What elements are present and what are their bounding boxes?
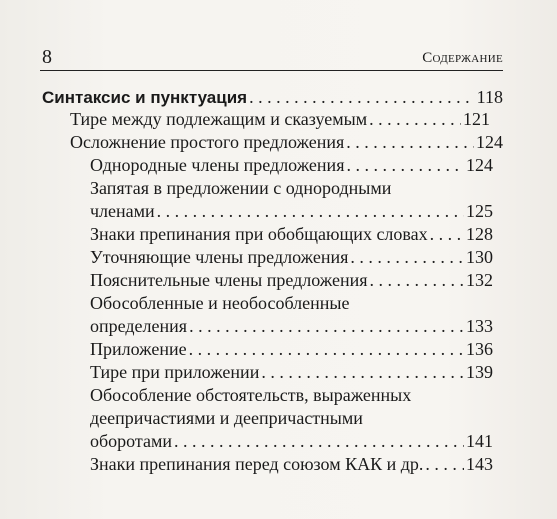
dot-leader — [346, 131, 474, 153]
toc-entry-title: оборотами — [90, 431, 173, 451]
toc-entry-specifying-members — [90, 246, 493, 268]
toc-entry-simple-sentence-complication — [70, 131, 503, 153]
page-number: 8 — [42, 46, 52, 68]
toc-entry-title: Синтаксис и пунктуация — [42, 88, 248, 107]
toc-entry-apposition — [90, 338, 493, 360]
toc-entry-title: Тире между подлежащим и сказуемым — [70, 109, 368, 129]
toc-entry-title: Тире при приложении — [90, 362, 260, 382]
toc-entry-punctuation-kak — [90, 453, 493, 475]
toc-entry-generalizing-words — [90, 223, 493, 245]
dot-leader — [261, 361, 464, 383]
dot-leader — [425, 453, 464, 475]
dot-leader — [174, 430, 464, 452]
toc-entry-page: 143 — [466, 454, 493, 474]
toc-entry-page: 132 — [466, 270, 493, 290]
running-head: Содержание — [422, 50, 503, 66]
toc-entry-title: Знаки препинания при обобщающих словах — [90, 224, 428, 244]
toc-entry-title: определения — [90, 316, 188, 336]
toc-entry-title: Пояснительные члены предложения — [90, 270, 368, 290]
toc-entry-page: 121 — [463, 109, 490, 129]
toc-entry-title: членами — [90, 201, 155, 221]
toc-entry-comma-homogeneous — [90, 200, 493, 222]
toc-entry-isolated-attributes-line1: Обособленные и необособленные — [90, 293, 350, 313]
toc-entry-title: Однородные члены предложения — [90, 155, 345, 175]
dot-leader — [189, 338, 464, 360]
dot-leader — [189, 315, 464, 337]
dot-leader — [370, 269, 464, 291]
toc-entry-page: 130 — [466, 247, 493, 267]
dot-leader — [430, 223, 464, 245]
toc-entry-explanatory-members — [90, 269, 493, 291]
toc-entry-adverbials-line2: деепричастиями и деепричастными — [90, 408, 363, 428]
dot-leader — [350, 246, 464, 268]
toc-entry-page: 141 — [466, 431, 493, 451]
dot-leader — [346, 154, 464, 176]
dot-leader — [157, 200, 464, 222]
toc-entry-page: 118 — [476, 87, 503, 107]
toc-entry-page: 125 — [466, 201, 493, 221]
toc-entry-title: Уточняющие члены предложения — [90, 247, 349, 267]
toc-entry-dash-apposition — [90, 361, 493, 383]
toc-entry-dash-subject-predicate — [70, 108, 490, 130]
toc-entry-adverbials-line1: Обособление обстоятельств, выраженных — [90, 385, 412, 405]
toc-entry-comma-homogeneous-line1: Запятая в предложении с однородными — [90, 178, 392, 198]
toc-entry-title: Приложение — [90, 339, 187, 359]
toc-entry-page: 124 — [476, 132, 503, 152]
toc-entry-syntax — [42, 86, 503, 109]
toc-entry-adverbials — [90, 430, 493, 452]
toc-entry-page: 136 — [466, 339, 493, 359]
toc-entry-homogeneous-members — [90, 154, 493, 176]
toc-entry-page: 124 — [466, 155, 493, 175]
toc-entry-page: 133 — [466, 316, 493, 336]
toc-entry-title: Знаки препинания перед союзом КАК и др. — [90, 454, 424, 474]
toc-entry-title: Осложнение простого предложения — [70, 132, 345, 152]
dot-leader — [249, 86, 475, 108]
dot-leader — [369, 108, 461, 130]
toc-entry-isolated-attributes — [90, 315, 493, 337]
toc-entry-page: 139 — [466, 362, 493, 382]
toc-entry-page: 128 — [466, 224, 493, 244]
